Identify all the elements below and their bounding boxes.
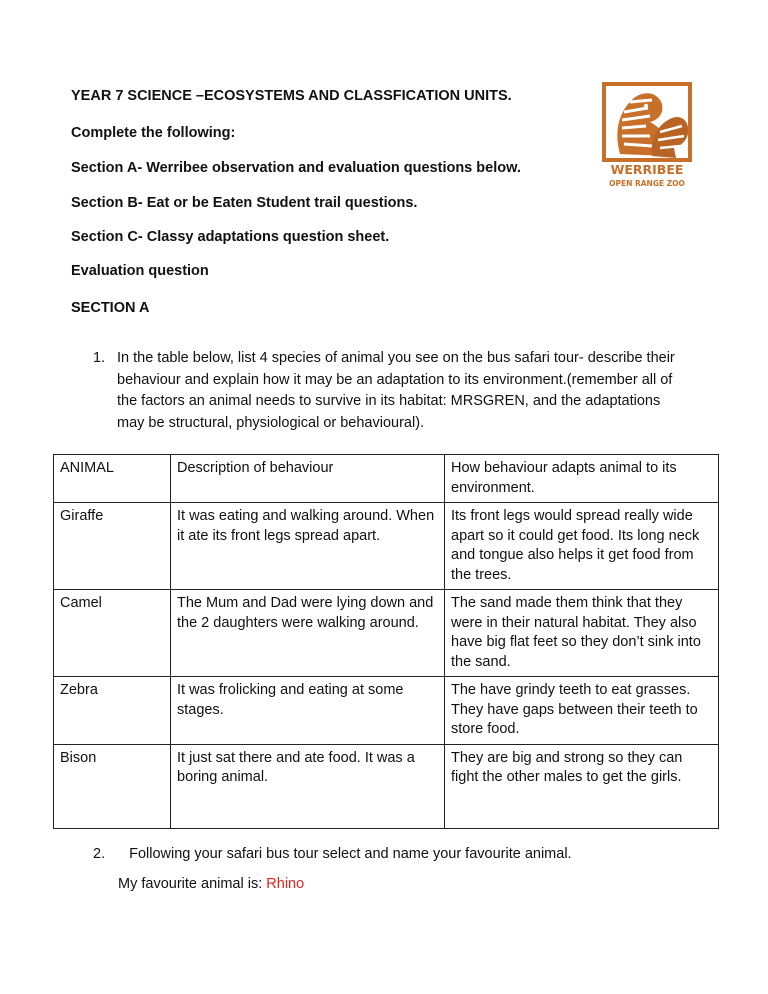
table-header-row bbox=[54, 455, 719, 503]
table-row bbox=[54, 744, 719, 828]
question-2-text: Following your safari bus tour select and name your favourite animal. bbox=[129, 846, 572, 862]
adaptation-cell: The sand made them think that they were in their natural habitat. They also have big flat feet so they don’t sink into the sand. bbox=[445, 590, 719, 677]
table-row bbox=[54, 503, 719, 590]
header-description: Description of behaviour bbox=[171, 455, 445, 503]
favourite-animal-answer: Rhino bbox=[266, 876, 305, 892]
evaluation-line: Evaluation question bbox=[71, 263, 209, 279]
werribee-zoo-logo bbox=[600, 82, 694, 190]
page-title: YEAR 7 SCIENCE –ECOSYSTEMS AND CLASSFICATION UNITS. bbox=[71, 88, 512, 104]
observation-table bbox=[53, 454, 719, 829]
table-row bbox=[54, 677, 719, 745]
adaptation-cell: They are big and strong so they can fight the other males to get the girls. bbox=[445, 744, 719, 828]
animal-cell: Zebra bbox=[54, 677, 171, 745]
section-a-heading: SECTION A bbox=[71, 300, 150, 316]
header-adaptation: How behaviour adapts animal to its environment. bbox=[445, 455, 719, 503]
question-1 bbox=[93, 348, 683, 434]
behaviour-cell: The Mum and Dad were lying down and the 2 daughters were walking around. bbox=[171, 590, 445, 677]
section-c-line: Section C- Classy adaptations question sheet. bbox=[71, 229, 390, 245]
behaviour-cell: It just sat there and ate food. It was a boring animal. bbox=[171, 744, 445, 828]
section-a-line: Section A- Werribee observation and evaluation questions below. bbox=[71, 160, 521, 176]
question-2-number: 2. bbox=[93, 846, 106, 862]
animal-cell: Giraffe bbox=[54, 503, 171, 590]
question-1-number: 1. bbox=[93, 350, 106, 366]
animal-cell: Bison bbox=[54, 744, 171, 828]
logo-name: WERRIBEE bbox=[610, 162, 684, 177]
instructions-heading: Complete the following: bbox=[71, 125, 236, 141]
behaviour-cell: It was frolicking and eating at some stages. bbox=[171, 677, 445, 745]
section-b-line: Section B- Eat or be Eaten Student trail questions. bbox=[71, 195, 418, 211]
table-row bbox=[54, 590, 719, 677]
favourite-animal-label: My favourite animal is: bbox=[118, 876, 263, 892]
question-2 bbox=[93, 846, 572, 862]
header-animal: ANIMAL bbox=[54, 455, 171, 503]
adaptation-cell: Its front legs would spread really wide apart so it could get food. Its long neck and tongue also helps it get food from the trees. bbox=[445, 503, 719, 590]
animal-cell: Camel bbox=[54, 590, 171, 677]
adaptation-cell: The have grindy teeth to eat grasses. They have gaps between their teeth to store food. bbox=[445, 677, 719, 745]
logo-subtitle: OPEN RANGE ZOO bbox=[609, 179, 685, 188]
behaviour-cell: It was eating and walking around. When it ate its front legs spread apart. bbox=[171, 503, 445, 590]
question-1-text: In the table below, list 4 species of animal you see on the bus safari tour- describe their behaviour and explain how it may be an adaptation to its environment.(remember all of the factors an animal needs to survive in its habitat: MRSGREN, and the adaptations may be structural, physiological or behavioural). bbox=[117, 350, 675, 431]
favourite-animal-line bbox=[118, 876, 304, 892]
